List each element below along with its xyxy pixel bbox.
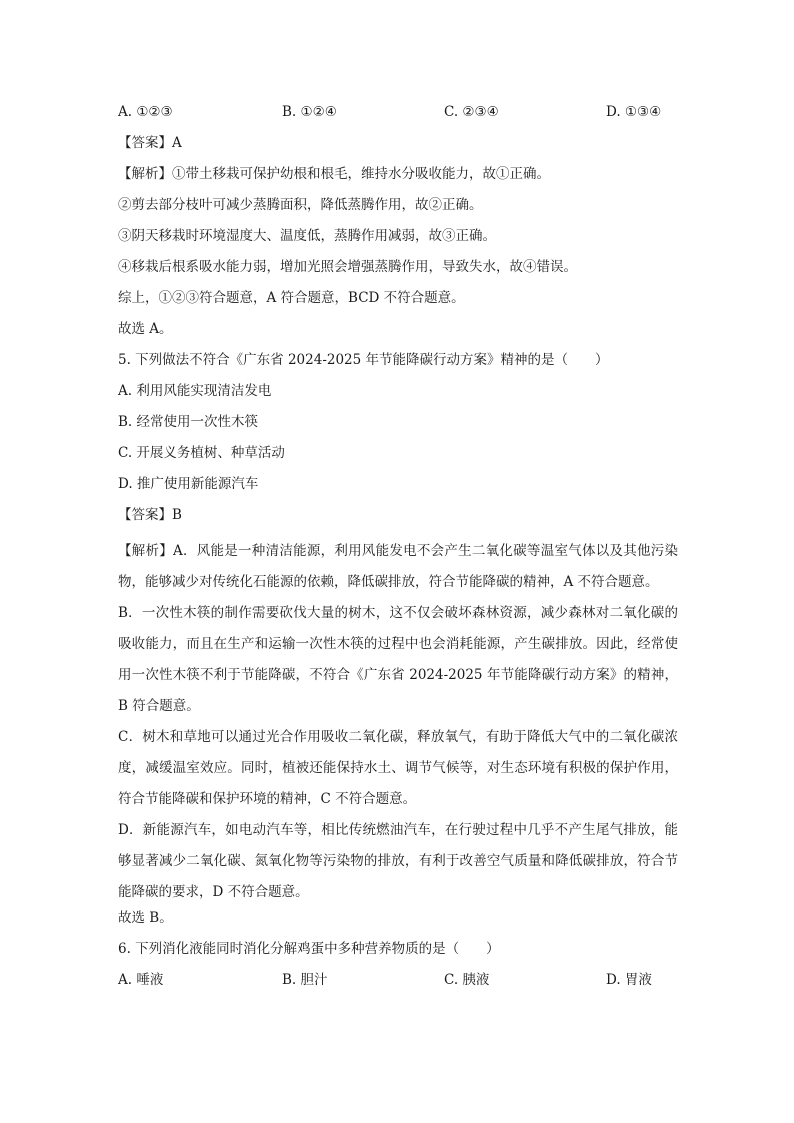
q6-options [118, 970, 678, 1001]
document-page [118, 102, 678, 1001]
q6-stem: 6. 下列消化液能同时消化分解鸡蛋中多种营养物质的是（ ） [118, 941, 500, 957]
q6-option-d: D. 胃液 [606, 972, 652, 988]
q4-analysis-2: ②剪去部分枝叶可减少蒸腾面积，降低蒸腾作用，故②正确。 [118, 197, 483, 213]
q5-option-b: B. 经常使用一次性木筷 [118, 414, 259, 430]
q5-conclusion: 故选 B。 [118, 910, 173, 926]
q6-option-a: A. 唾液 [118, 972, 164, 988]
q5-option-a: A. 利用风能实现清洁发电 [118, 383, 272, 399]
q5-option-c: C. 开展义务植树、种草活动 [118, 445, 285, 461]
q6-option-b: B. 胆汁 [282, 972, 328, 988]
q4-option-b: B. ①②④ [282, 104, 337, 120]
q5-stem: 5. 下列做法不符合《广东省 2024-2025 年节能降碳行动方案》精神的是（ ） [118, 352, 609, 368]
q4-summary: 综上，①②③符合题意，A 符合题意，BCD 不符合题意。 [118, 290, 465, 306]
q4-analysis-4: ④移栽后根系吸水能力弱，增加光照会增强蒸腾作用，导致失水，故④错误。 [118, 259, 577, 275]
q4-analysis-3: ③阴天移栽时环境湿度大、温度低，蒸腾作用减弱，故③正确。 [118, 228, 496, 244]
q6-option-c: C. 胰液 [444, 972, 490, 988]
q4-option-c: C. ②③④ [444, 104, 499, 120]
q5-analysis-c: C．树木和草地可以通过光合作用吸收二氧化碳，释放氧气，有助于降低大气中的二氧化碳浓度，减缓温室效应。同时，植被还能保持水土、调节气候等，对生态环境有积极的保护作用，符合节能降碳和保护环境的精神，C 不符合题意。 [118, 729, 678, 807]
q4-analysis-1: 【解析】①带土移栽可保护幼根和根毛，维持水分吸收能力，故①正确。 [118, 166, 550, 182]
q4-answer: 【答案】A [118, 135, 182, 151]
q5-answer: 【答案】B [118, 507, 182, 523]
q4-conclusion: 故选 A。 [118, 321, 173, 337]
q5-analysis-d: D．新能源汽车，如电动汽车等，相比传统燃油汽车，在行驶过程中几乎不产生尾气排放，能够显著减少二氧化碳、氮氧化物等污染物的排放，有利于改善空气质量和降低碳排放，符合节能降碳的要求，D 不符合题意。 [118, 822, 678, 900]
q4-option-d: D. ①③④ [606, 104, 662, 120]
q4-options [118, 102, 678, 133]
q5-analysis-b: B．一次性木筷的制作需要砍伐大量的树木，这不仅会破坏森林资源，减少森林对二氧化碳的吸收能力，而且在生产和运输一次性木筷的过程中也会消耗能源，产生碳排放。因此，经常使用一次性木筷不利于节能降碳，不符合《广东省 2024-2025 年节能降碳行动方案》的精神，B 符合题意。 [118, 605, 678, 714]
q5-analysis-a: 【解析】A．风能是一种清洁能源，利用风能发电不会产生二氧化碳等温室气体以及其他污染物，能够减少对传统化石能源的依赖，降低碳排放，符合节能降碳的精神，A 不符合题意。 [118, 543, 678, 590]
q5-option-d: D. 推广使用新能源汽车 [118, 476, 259, 492]
q4-option-a: A. ①②③ [118, 104, 173, 120]
